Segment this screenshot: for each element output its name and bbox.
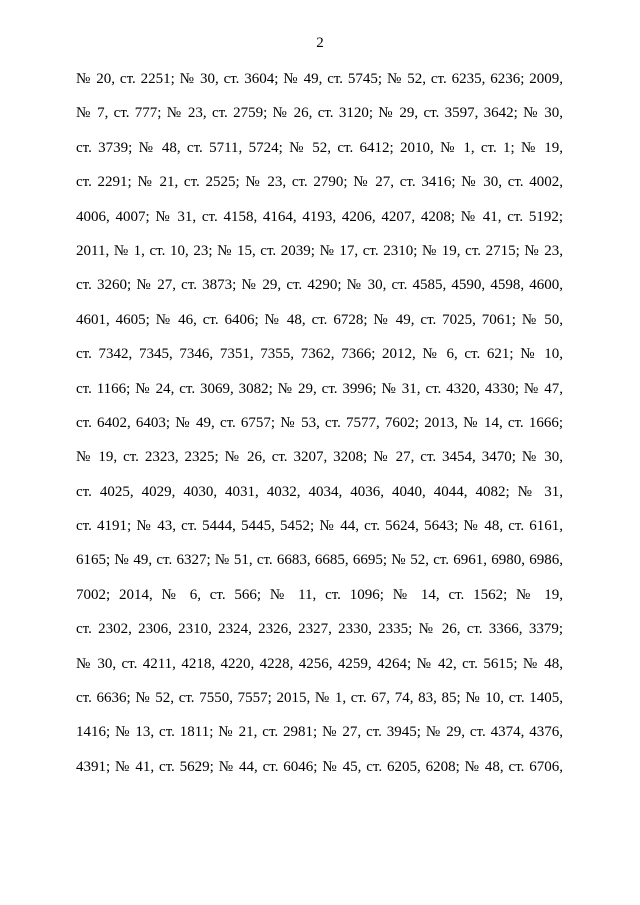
text-line-5: 4006, 4007; № 31, ст. 4158, 4164, 4193, 4206, 4207, 4208; № 41, ст. 5192; bbox=[76, 208, 563, 225]
page-number: 2 bbox=[316, 35, 324, 51]
text-line-4: ст. 2291; № 21, ст. 2525; № 23, ст. 2790; № 27, ст. 3416; № 30, ст. 4002, bbox=[76, 174, 563, 191]
text-line-2: № 7, ст. 777; № 23, ст. 2759; № 26, ст. 3120; № 29, ст. 3597, 3642; № 30, bbox=[76, 105, 563, 122]
text-line-20: 1416; № 13, ст. 1811; № 21, ст. 2981; № 27, ст. 3945; № 29, ст. 4374, 4376, bbox=[76, 724, 563, 741]
text-line-3: ст. 3739; № 48, ст. 5711, 5724; № 52, ст. 6412; 2010, № 1, ст. 1; № 19, bbox=[76, 139, 563, 156]
text-line-19: ст. 6636; № 52, ст. 7550, 7557; 2015, № 1, ст. 67, 74, 83, 85; № 10, ст. 1405, bbox=[76, 690, 563, 707]
text-line-21: 4391; № 41, ст. 5629; № 44, ст. 6046; № 45, ст. 6205, 6208; № 48, ст. 6706, bbox=[76, 758, 563, 775]
text-line-7: ст. 3260; № 27, ст. 3873; № 29, ст. 4290; № 30, ст. 4585, 4590, 4598, 4600, bbox=[76, 277, 563, 294]
text-line-18: № 30, ст. 4211, 4218, 4220, 4228, 4256, 4259, 4264; № 42, ст. 5615; № 48, bbox=[76, 655, 563, 672]
text-line-17: ст. 2302, 2306, 2310, 2324, 2326, 2327, 2330, 2335; № 26, ст. 3366, 3379; bbox=[76, 621, 563, 638]
text-line-1: № 20, ст. 2251; № 30, ст. 3604; № 49, ст. 5745; № 52, ст. 6235, 6236; 2009, bbox=[76, 71, 563, 87]
body-text bbox=[76, 64, 563, 786]
text-line-14: ст. 4191; № 43, ст. 5444, 5445, 5452; № 44, ст. 5624, 5643; № 48, ст. 6161, bbox=[76, 518, 563, 535]
text-line-8: 4601, 4605; № 46, ст. 6406; № 48, ст. 6728; № 49, ст. 7025, 7061; № 50, bbox=[76, 311, 563, 328]
text-line-9: ст. 7342, 7345, 7346, 7351, 7355, 7362, 7366; 2012, № 6, ст. 621; № 10, bbox=[76, 346, 563, 363]
text-line-10: ст. 1166; № 24, ст. 3069, 3082; № 29, ст. 3996; № 31, ст. 4320, 4330; № 47, bbox=[76, 380, 563, 397]
text-line-12: № 19, ст. 2323, 2325; № 26, ст. 3207, 3208; № 27, ст. 3454, 3470; № 30, bbox=[76, 449, 563, 466]
text-line-16: 7002; 2014, № 6, ст. 566; № 11, ст. 1096; № 14, ст. 1562; № 19, bbox=[76, 586, 563, 603]
text-line-15: 6165; № 49, ст. 6327; № 51, ст. 6683, 6685, 6695; № 52, ст. 6961, 6980, 6986, bbox=[76, 552, 563, 569]
text-line-13: ст. 4025, 4029, 4030, 4031, 4032, 4034, 4036, 4040, 4044, 4082; № 31, bbox=[76, 483, 563, 500]
text-line-6: 2011, № 1, ст. 10, 23; № 15, ст. 2039; № 17, ст. 2310; № 19, ст. 2715; № 23, bbox=[76, 242, 563, 259]
text-line-11: ст. 6402, 6403; № 49, ст. 6757; № 53, ст. 7577, 7602; 2013, № 14, ст. 1666; bbox=[76, 414, 563, 431]
